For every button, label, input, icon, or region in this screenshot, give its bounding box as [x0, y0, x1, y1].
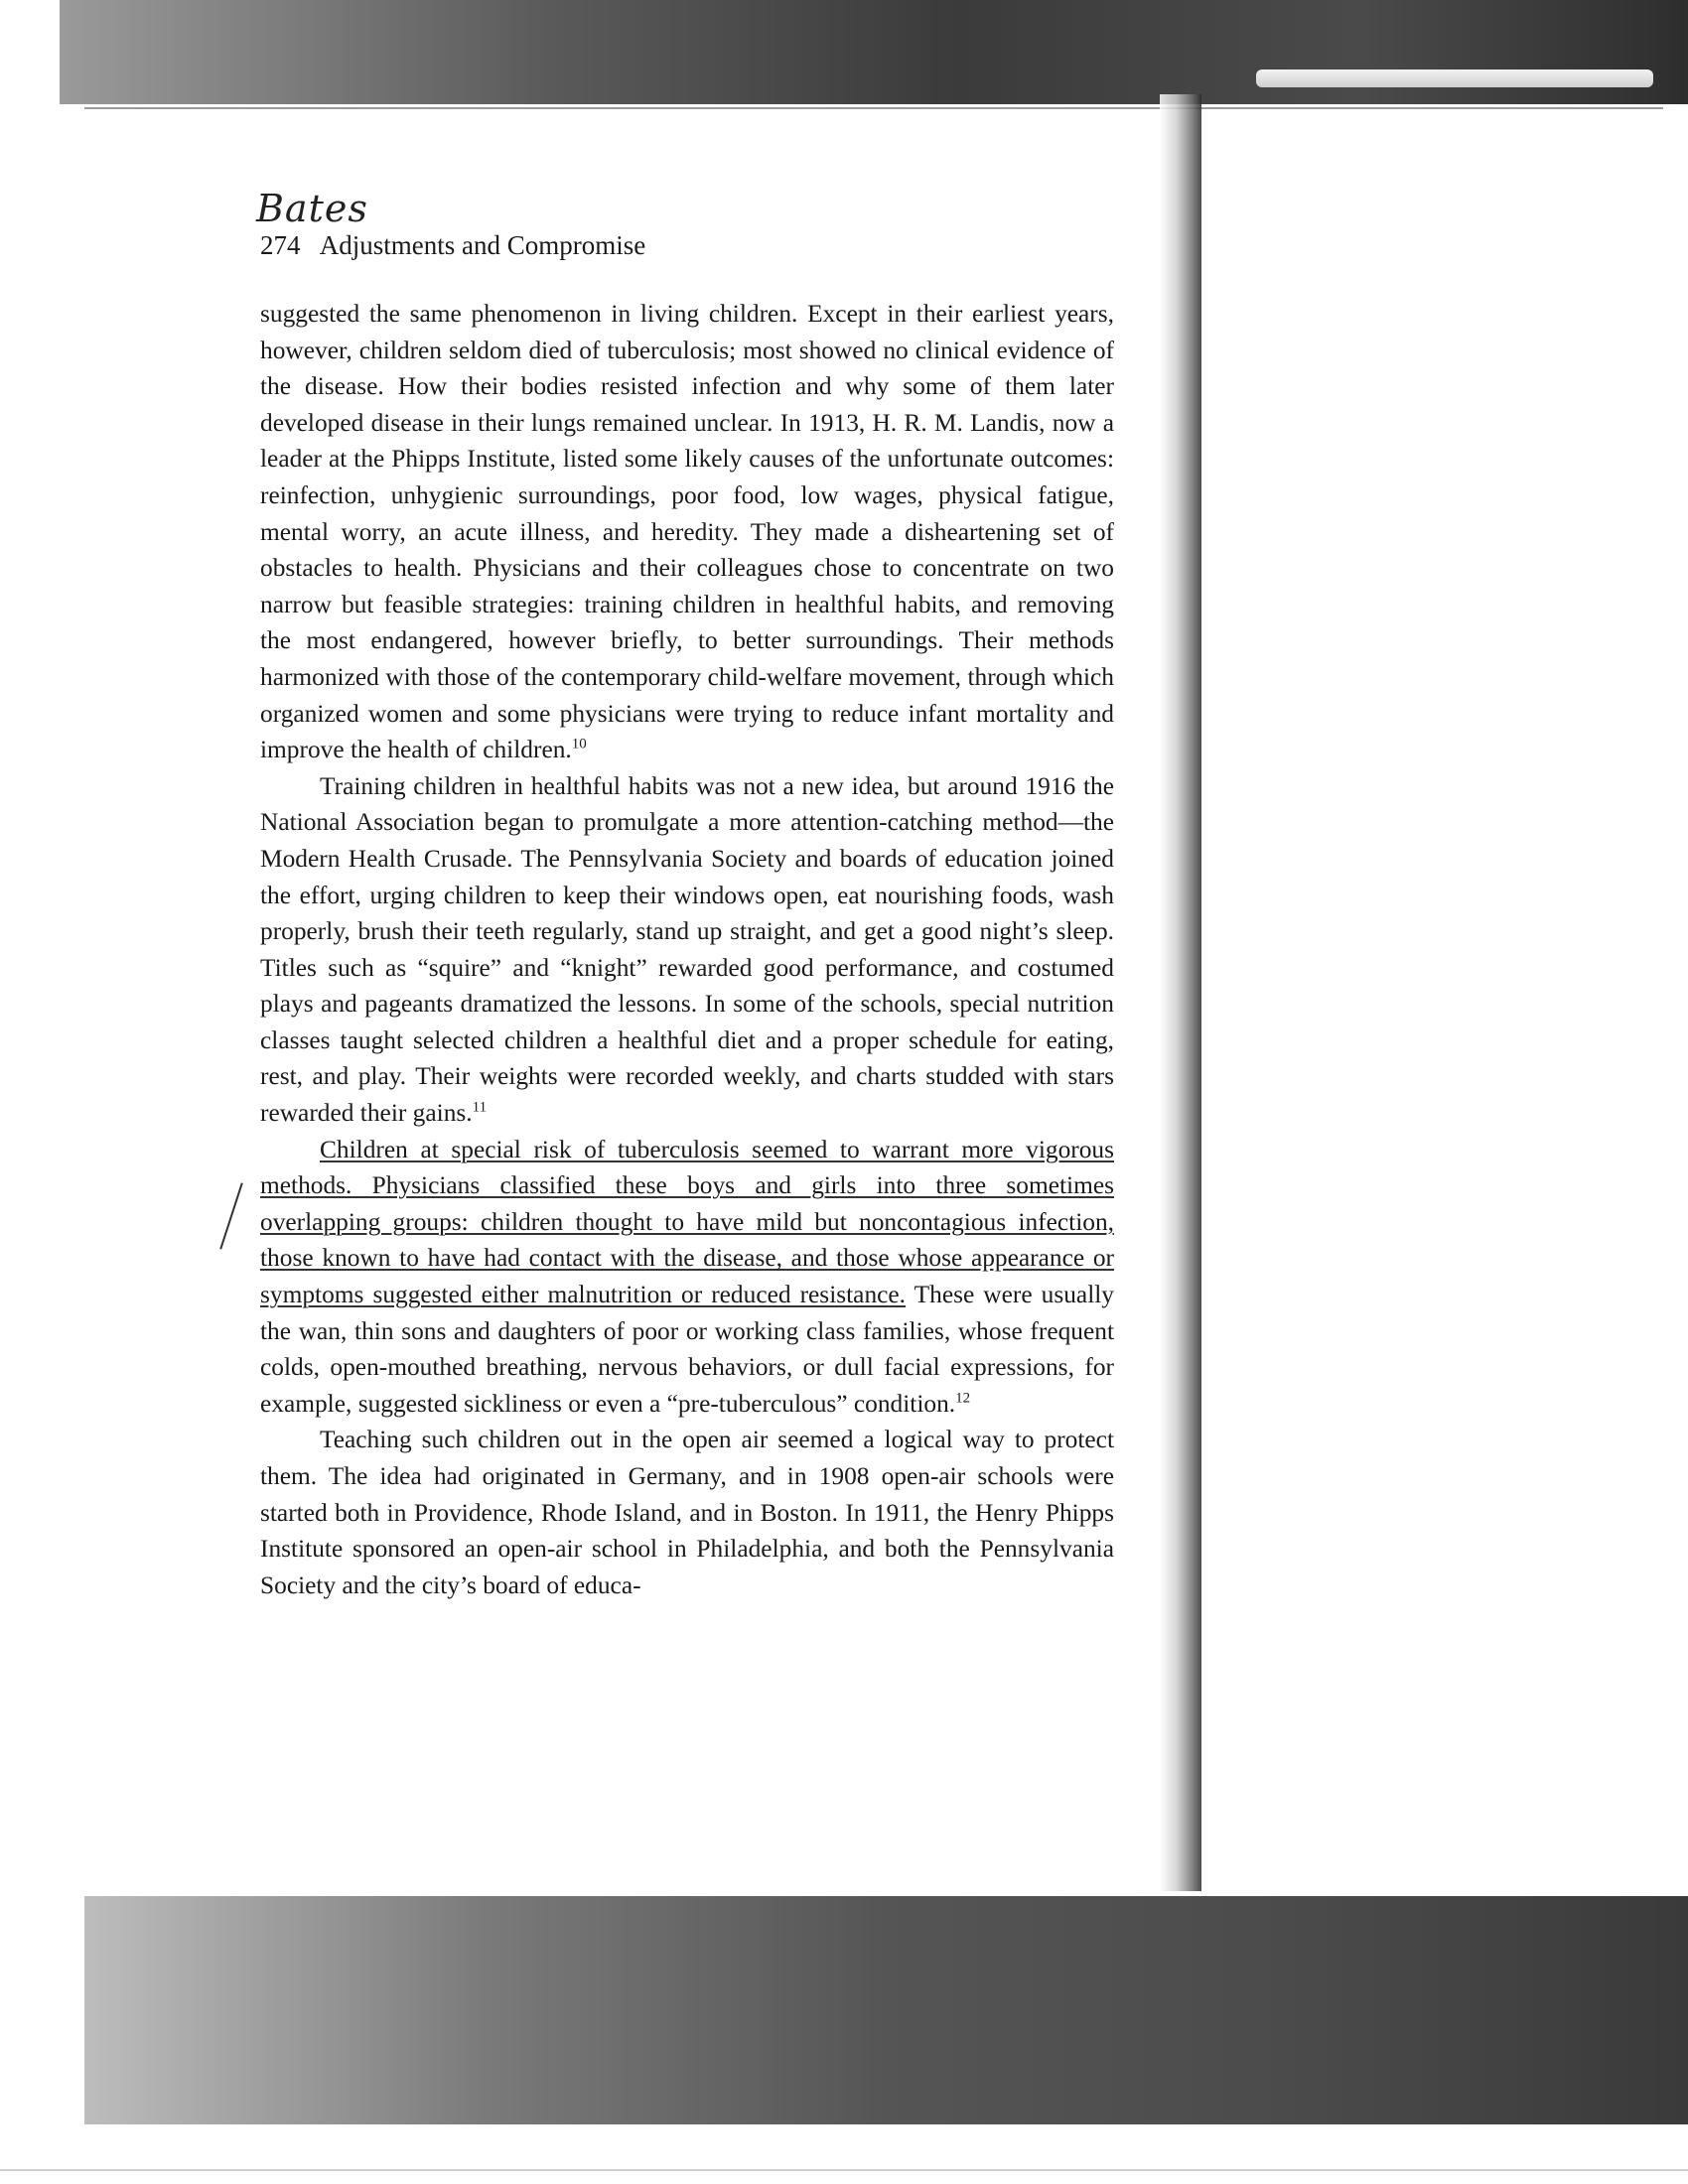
footnote-ref: 10 [571, 736, 587, 752]
page-number: 274 [260, 230, 301, 260]
handwritten-note: Bates [256, 187, 368, 230]
body-text [260, 296, 1114, 1603]
running-head [260, 230, 645, 261]
paragraph-4: Teaching such children out in the open air seemed a logical way to protect them. The idea had originated in Germany, and in 1908 open-air schools were started both in Providence, Rhode Island, and in Boston. In 1911, the Henry Phipps Institute sponsored an open-air school in Philadelphia, and both the Pennsylvania Society and the city’s board of educa- [260, 1426, 1114, 1599]
page-edge-shadow [1160, 94, 1201, 1891]
bottom-rule [0, 2169, 1688, 2171]
top-rule [84, 107, 1663, 109]
chapter-title: Adjustments and Compromise [319, 230, 646, 260]
scan-highlight-top [1256, 69, 1653, 87]
scan-shadow-top [60, 0, 1688, 104]
margin-mark [219, 1182, 243, 1249]
paragraph-2: Training children in healthful habits was not a new idea, but around 1916 the National Association began to promulgate a more attention-catching method—the Modern Health Crusade. The Pennsylvania Society and boards of education joined the effort, urging children to keep their windows open, eat nourishing foods, wash properly, brush their teeth regularly, stand up straight, and get a good night’s sleep. Titles such as “squire” and “knight” rewarded good performance, and costumed plays and pageants dramatized the lessons. In some of the schools, special nutrition classes taught selected children a healthful diet and a proper schedule for eating, rest, and play. Their weights were recorded weekly, and charts studded with stars rewarded their gains.$^{11}$ [260, 771, 1114, 1128]
paragraph-1: suggested the same phenomenon in living children. Except in their earliest years, however, children seldom died of tuberculosis; most showed no clinical evidence of the disease. How their bodies resisted infection and why some of them later developed disease in their lungs remained unclear. In 1913, H. R. M. Landis, now a leader at the Phipps Institute, listed some likely causes of the unfortunate outcomes: reinfection, unhygienic surroundings, poor food, low wages, physical fatigue, mental worry, an acute illness, and heredity. They made a disheartening set of obstacles to health. Physicians and their colleagues chose to concentrate on two narrow but feasible strategies: training children in healthful habits, and removing the most endangered, however briefly, to better surroundings. Their methods harmonized with those of the contemporary child-welfare movement, through which organized women and some physicians were trying to reduce infant mortality and improve the health of children.$^{10}$ [260, 300, 1114, 764]
footnote-ref: 12 [955, 1390, 971, 1407]
footnote-ref: 11 [472, 1099, 488, 1116]
underlined-passage: Children at special risk of tuberculosis seemed to warrant more vigorous methods. Physicians classified these boys and girls into three sometimes overlapping groups: children thought to have mild but noncontagious infection, those known to have had contact with the disease, and those whose appearance or symptoms suggested either malnutrition or reduced resistance. [260, 1135, 1114, 1309]
scan-shadow-bottom [84, 1896, 1688, 2124]
paragraph-3: Children at special risk of tuberculosis seemed to warrant more vigorous methods. Physicians classified these boys and girls into three sometimes overlapping groups: children thought to have mild but noncontagious infection, those known to have had contact with the disease, and those whose appearance or symptoms suggested either malnutrition or reduced resistance. These were usually the wan, thin sons and daughters of poor or working class families, whose frequent colds, open-mouthed breathing, nervous behaviors, or dull facial expressions, for example, suggested sickliness or even a “pre-tuberculous” condition.$^{12}$ [260, 1135, 1114, 1418]
